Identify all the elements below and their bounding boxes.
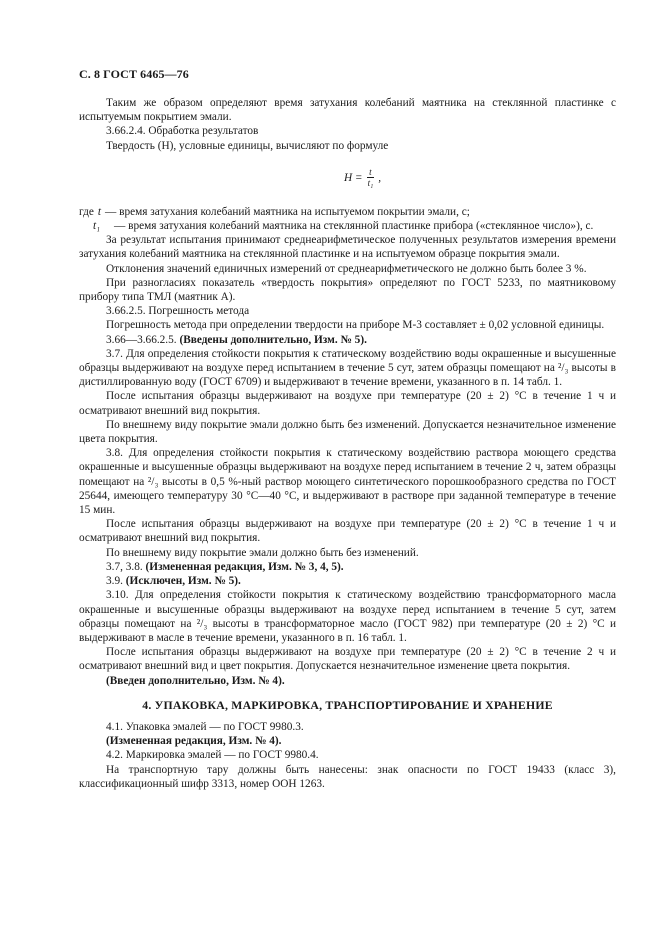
page-header: С. 8 ГОСТ 6465—76 [79, 67, 189, 81]
paragraph: После испытания образцы выдерживают на воздухе при температуре (20 ± 2) °С в течение 1 ч и осматривают внешний вид покрытия. [79, 390, 616, 417]
amendment-note [79, 574, 616, 588]
paragraph: 4.2. Маркировка эмалей — по ГОСТ 9980.4. [106, 749, 319, 762]
legend-symbol: t₁ [93, 220, 101, 233]
formula-numerator: t [369, 167, 372, 178]
paragraph: После испытания образцы выдерживают на воздухе при температуре (20 ± 2) °С в течение 2 ч и осматривают внешний вид и цвет покрытия. Допускается незначительное изменение цвета покрытия. [79, 646, 616, 673]
paragraph: 3.10. Для определения стойкости покрытия к статическому воздействию трансформаторного масла окрашенные и высушенные образцы выдерживают на воздухе перед испытанием в течение 5 сут, затем образцы помещают на ²/₃ высоты в трансформаторное масло (ГОСТ 982) при температуре (20 ± 2) °С и выдерживают в масле в течение времени, указанного в п. 16 табл. 1. [79, 589, 616, 644]
amendment-text: (Исключен, Изм. № 5). [125, 575, 241, 588]
paragraph: По внешнему виду покрытие эмали должно быть без изменений. [106, 546, 419, 559]
legend-text: — время затухания колебаний маятника на испытуемом покрытии эмали, с; [104, 205, 470, 218]
formula-legend-item [79, 205, 616, 219]
formula-legend-item [79, 219, 616, 233]
amendment-note: (Введен дополнительно, Изм. № 4). [106, 674, 285, 687]
paragraph: Твердость (H), условные единицы, вычисляют по формуле [106, 139, 389, 152]
paragraph: При разногласиях показатель «твердость покрытия» определяют по ГОСТ 5233, по маятниковому прибору типа ТМЛ (маятник А). [79, 276, 616, 304]
formula-fraction [366, 167, 376, 188]
subsection-heading: 3.66.2.5. Погрешность метода [106, 305, 250, 318]
formula-denominator: t₁ [367, 178, 374, 189]
paragraph: 3.7. Для определения стойкости покрытия к статическому воздействию воды окрашенные и высушенные образцы выдерживают на воздухе перед испытанием в течение 5 сут, затем образцы помещают на ²/₃ высоты в дистиллированную воду (ГОСТ 6709) и выдерживают в течение времени, указанного в п. 14 табл. 1. [79, 347, 616, 389]
paragraph: Погрешность метода при определении твердости на приборе М-3 составляет ± 0,02 условной единицы. [106, 319, 605, 332]
paragraph: После испытания образцы выдерживают на воздухе при температуре (20 ± 2) °С в течение 1 ч и осматривают внешний вид покрытия. [79, 518, 616, 545]
legend-text: — время затухания колебаний маятника на стеклянной пластинке прибора («стеклянное число»), с. [114, 220, 594, 233]
section-title: 4. УПАКОВКА, МАРКИРОВКА, ТРАНСПОРТИРОВАНИЕ И ХРАНЕНИЕ [142, 697, 553, 712]
amendment-note: (Измененная редакция, Изм. № 4). [106, 735, 282, 748]
legend-prefix: где [79, 205, 94, 218]
paragraph: На транспортную тару должны быть нанесены: знак опасности по ГОСТ 19433 (класс 3), классификационный шифр 3313, номер ООН 1263. [79, 763, 616, 790]
formula-lhs: H = [343, 171, 363, 184]
paragraph: Таким же образом определяют время затухания колебаний маятника на стеклянной пластинке с испытуемым покрытием эмали. [79, 97, 616, 124]
amendment-ref: 3.66—3.66.2.5. [106, 333, 177, 346]
subsection-heading: 3.66.2.4. Обработка результатов [106, 125, 259, 138]
paragraph: Отклонения значений единичных измерений от среднеарифметического не должно быть более 3 %. [106, 262, 587, 275]
paragraph: 4.1. Упаковка эмалей — по ГОСТ 9980.3. [106, 720, 304, 733]
document-body [79, 96, 616, 791]
hardness-formula [109, 161, 616, 195]
paragraph: По внешнему виду покрытие эмали должно быть без изменений. Допускается незначительное изменение цвета покрытия. [79, 418, 616, 446]
amendment-text: (Введены дополнительно, Изм. № 5). [179, 333, 367, 346]
legend-symbol: t [97, 205, 101, 218]
amendment-text: (Измененная редакция, Изм. № 3, 4, 5). [145, 560, 344, 573]
paragraph: За результат испытания принимают среднеарифметическое полученных результатов измерения времени затухания колебаний маятника на стеклянной пластинке и на испытуемом образце покрытия эмали. [79, 234, 616, 261]
amendment-note [79, 560, 616, 574]
paragraph: 3.8. Для определения стойкости покрытия к статическому воздействию раствора моющего средства окрашенные и высушенные образцы выдерживают на воздухе перед испытанием в течение 2 ч, затем образцы помещают на ²/₃ высоты в 0,5 %-ный раствор моющего синтетического порошкообразного средства по ГОСТ 25644, имеющего температуру 30 °С—40 °С, и выдерживают в растворе при заданной температуре в течение 15 мин. [79, 447, 616, 517]
amendment-note [79, 333, 616, 347]
amendment-ref: 3.7, 3.8. [106, 560, 143, 573]
amendment-ref: 3.9. [106, 575, 123, 588]
formula-tail: , [378, 171, 382, 184]
